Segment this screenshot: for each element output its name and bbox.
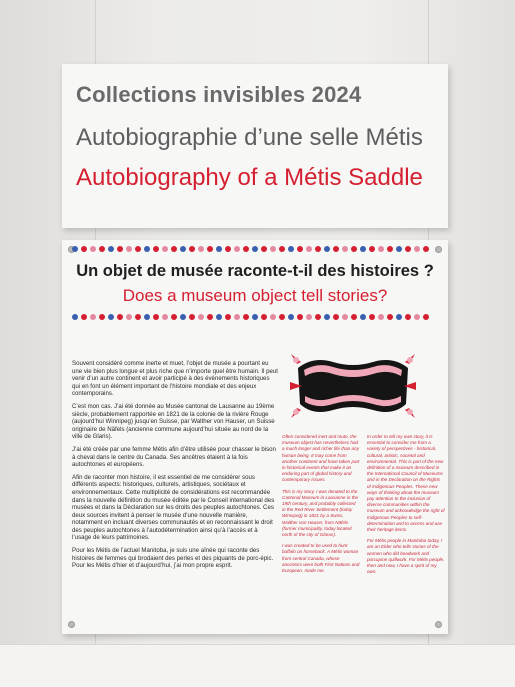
bead-icon <box>189 246 195 252</box>
bead-icon <box>324 314 330 320</box>
bead-icon <box>216 246 222 252</box>
bead-icon <box>324 246 330 252</box>
bead-icon <box>360 314 366 320</box>
bead-icon <box>153 246 159 252</box>
bead-icon <box>162 246 168 252</box>
bead-icon <box>342 314 348 320</box>
bead-icon <box>369 314 375 320</box>
title-french: Autobiographie d’une selle Métis <box>76 124 423 151</box>
bead-icon <box>225 314 231 320</box>
bead-icon <box>288 246 294 252</box>
bead-icon <box>405 246 411 252</box>
paragraph: Pour les Métis de l’actuel Manitoba, je suis une aînée qui raconte des histoires de femmes qui brodaient des perles et des piquants de porc-épic. Pour les Métis d’hier et d’aujourd’hui, j’ai mon propre esprit. <box>72 547 274 570</box>
bead-icon <box>135 314 141 320</box>
bead-icon <box>144 246 150 252</box>
bead-icon <box>333 314 339 320</box>
english-text-column-left <box>282 434 360 579</box>
bead-icon <box>378 246 384 252</box>
bead-icon <box>396 246 402 252</box>
bead-icon <box>396 314 402 320</box>
bead-icon <box>144 314 150 320</box>
bead-icon <box>423 314 429 320</box>
bead-icon <box>297 314 303 320</box>
bead-icon <box>405 314 411 320</box>
bead-icon <box>351 314 357 320</box>
bead-icon <box>99 314 105 320</box>
bead-icon <box>369 246 375 252</box>
bead-icon <box>414 314 420 320</box>
title-english: Autobiography of a Métis Saddle <box>76 164 423 191</box>
bead-icon <box>306 246 312 252</box>
bead-icon <box>234 246 240 252</box>
paragraph: Souvent considéré comme inerte et muet, l’objet de musée a pourtant eu une vie bien plus longue et plus riche que n’importe quel être humain. Il peut venir d’un autre continent et avoir participé à des événements historiques qui en font un élément important de l’histoire mondiale et des enjeux contemporains. <box>72 360 278 398</box>
bead-icon <box>378 314 384 320</box>
bead-icon <box>306 314 312 320</box>
bead-icon <box>207 246 213 252</box>
bead-icon <box>108 314 114 320</box>
bead-icon <box>252 314 258 320</box>
bead-icon <box>180 246 186 252</box>
bead-icon <box>117 314 123 320</box>
bead-icon <box>315 314 321 320</box>
french-text-column <box>72 360 278 575</box>
bead-icon <box>126 246 132 252</box>
paragraph: This is my story. I was donated to the Cantonal Museum in Lausanne in the 19th century, and probably collected in the Red River Settlement (today Winnipeg) in 1821 by a Swiss, Walther von Hauser, from Näfels (former municipality, today located north of the city of Glarus). <box>282 488 359 538</box>
bead-icon <box>315 246 321 252</box>
bead-icon <box>423 246 429 252</box>
bead-icon <box>279 246 285 252</box>
bead-icon <box>72 246 78 252</box>
paragraph: J’ai été créée par une femme Métis afin d’être utilisée pour chasser le bison à cheval dans le centre du Canada. Ses ancêtres étaient à la fois autochtones et européens. <box>72 445 276 469</box>
bead-icon <box>90 246 96 252</box>
paragraph: For Métis people in Manitoba today, I am an Elder who tells stories of the women who did beadwork and porcupine quillwork. For Métis people, then and now, I have a spirit of my own. <box>367 538 445 575</box>
bead-icon <box>162 314 168 320</box>
screw-icon <box>435 621 442 628</box>
paragraph: Afin de raconter mon histoire, il est essentiel de me considérer sous différents aspects: historiques, culturels, artistiques, sociétaux et environnementaux. Cette multiplicité de considérations est recommandée dans la nouvelle définition du musée éditée par le Conseil international des musées et dans la Déclaration sur les droits des peuples autochtones. Ces deux sources invitent à penser le musée d’une nouvelle manière, notamment en incluant diverses communautés et en reconnaissant le droit des peuples autochtones à l’autodétermination ainsi qu’à l’accès et à l’usage de leurs patrimoines. <box>72 473 275 542</box>
bead-icon <box>90 314 96 320</box>
bead-icon <box>81 246 87 252</box>
paragraph: In order to tell my own story, it is essential to consider me from a variety of perspectives - historical, cultural, artistic, societal and environmental. This is part of the new definition of a museum described in the International Council of Museums and in the Declaration on the Rights of Indigenous Peoples. These new ways of thinking about the museum pay attention to the inclusion of diverse communities within the museum and acknowledge the right of Indigenous Peoples to self-determination and to access and use their heritage items. <box>367 434 445 533</box>
bead-icon <box>126 314 132 320</box>
bead-icon <box>99 246 105 252</box>
bead-icon <box>72 314 78 320</box>
paragraph: C’est mon cas. J’ai été donnée au Musée cantonal de Lausanne au 19ème siècle, probablement rapportée en 1821 de la colonie de la rivière Rouge (aujourd’hui Winnipeg) jusqu’en Suisse, par Walther von Hauser, un Suisse originaire de Näfels (ancienne commune aujourd’hui située au nord de la ville de Glaris). <box>72 402 275 441</box>
bead-icon <box>279 314 285 320</box>
paragraph: Often considered inert and mute, the museum object has nevertheless had a much longer and richer life than any human being. It may come from another continent and have taken part in historical events that make it an enduring part of global history and contemporary issues. <box>282 434 360 483</box>
bead-icon <box>180 314 186 320</box>
bead-icon <box>252 246 258 252</box>
collection-title: Collections invisibles 2024 <box>76 82 362 107</box>
bead-icon <box>234 314 240 320</box>
bead-icon <box>108 246 114 252</box>
bead-icon <box>198 314 204 320</box>
bead-icon <box>270 246 276 252</box>
bead-icon <box>351 246 357 252</box>
bead-icon <box>243 246 249 252</box>
bead-icon <box>225 246 231 252</box>
bead-icon <box>198 246 204 252</box>
bead-icon <box>171 314 177 320</box>
bead-icon <box>207 314 213 320</box>
bead-icon <box>216 314 222 320</box>
paragraph: I was created to be used to hunt buffalo on horseback. A Métis woman from central Canada, whose ancestors were both First Nations and European, made me. <box>282 543 360 574</box>
header-panel <box>62 64 448 228</box>
bead-icon <box>135 246 141 252</box>
bead-icon <box>387 314 393 320</box>
bead-icon <box>117 246 123 252</box>
bead-icon <box>261 246 267 252</box>
bead-icon <box>270 314 276 320</box>
bead-icon <box>297 246 303 252</box>
bead-icon <box>261 314 267 320</box>
bead-icon <box>189 314 195 320</box>
bead-icon <box>171 246 177 252</box>
screw-icon <box>68 621 75 628</box>
question-english: Does a museum object tell stories? <box>122 286 388 305</box>
bead-border-top <box>72 246 438 254</box>
bead-icon <box>243 314 249 320</box>
metis-saddle-illustration <box>288 346 418 426</box>
bead-icon <box>81 314 87 320</box>
bead-icon <box>360 246 366 252</box>
english-text-column-right <box>367 434 445 580</box>
question-french: Un objet de musée raconte-t-il des histoires ? <box>76 262 434 280</box>
bead-icon <box>333 246 339 252</box>
floor <box>0 644 515 687</box>
bead-icon <box>414 246 420 252</box>
bead-icon <box>342 246 348 252</box>
bead-border-bottom <box>72 314 438 322</box>
bead-icon <box>153 314 159 320</box>
bead-icon <box>387 246 393 252</box>
main-panel <box>62 240 448 634</box>
bead-icon <box>288 314 294 320</box>
